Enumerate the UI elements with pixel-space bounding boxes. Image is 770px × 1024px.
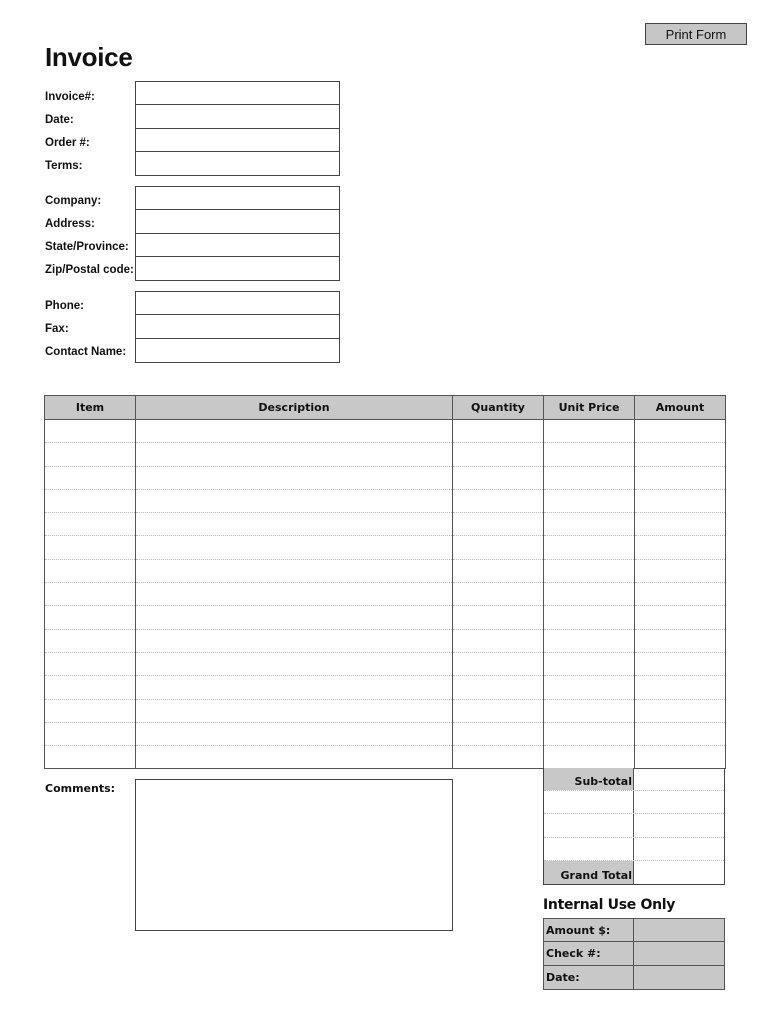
quantity-cell[interactable] xyxy=(453,699,544,722)
terms-label: Terms: xyxy=(45,160,83,172)
totals-row-field[interactable] xyxy=(634,791,724,813)
unit-price-cell[interactable] xyxy=(544,606,635,629)
totals-row-label xyxy=(544,838,634,860)
item-cell[interactable] xyxy=(45,420,136,443)
unit-price-cell[interactable] xyxy=(544,536,635,559)
quantity-cell[interactable] xyxy=(453,466,544,489)
item-column-header: Item xyxy=(45,396,136,420)
table-row xyxy=(45,676,726,699)
amount-cell[interactable] xyxy=(635,606,726,629)
unit-price-cell[interactable] xyxy=(544,746,635,769)
fax-field[interactable] xyxy=(136,315,339,338)
totals-row-label xyxy=(544,791,634,813)
table-row xyxy=(45,559,726,582)
unit-price-column-header: Unit Price xyxy=(544,396,635,420)
table-row xyxy=(45,606,726,629)
item-cell[interactable] xyxy=(45,536,136,559)
invoice-info-fields xyxy=(135,81,340,176)
invoice-number-label: Invoice#: xyxy=(45,91,95,103)
subtotal-label: Sub-total xyxy=(544,768,634,790)
description-cell[interactable] xyxy=(136,536,453,559)
table-row xyxy=(45,443,726,466)
description-cell[interactable] xyxy=(136,489,453,512)
terms-field[interactable] xyxy=(136,152,339,175)
address-label: Address: xyxy=(45,218,95,230)
internal-date-row xyxy=(544,966,724,989)
amount-cell[interactable] xyxy=(635,699,726,722)
amount-cell[interactable] xyxy=(635,559,726,582)
items-table-header xyxy=(45,396,726,420)
description-cell[interactable] xyxy=(136,583,453,606)
order-number-field[interactable] xyxy=(136,129,339,152)
totals-row-label xyxy=(544,814,634,836)
table-row xyxy=(45,722,726,745)
description-cell[interactable] xyxy=(136,466,453,489)
item-cell[interactable] xyxy=(45,489,136,512)
totals-panel xyxy=(543,768,725,885)
amount-cell[interactable] xyxy=(635,722,726,745)
phone-label: Phone: xyxy=(45,300,84,312)
internal-check-field[interactable] xyxy=(634,942,724,964)
table-row xyxy=(45,746,726,769)
grand-total-label: Grand Total xyxy=(544,861,634,884)
internal-check-row xyxy=(544,942,724,965)
table-row xyxy=(45,420,726,443)
table-row xyxy=(45,699,726,722)
quantity-cell[interactable] xyxy=(453,606,544,629)
internal-amount-row xyxy=(544,919,724,942)
unit-price-cell[interactable] xyxy=(544,559,635,582)
description-cell[interactable] xyxy=(136,652,453,675)
unit-price-cell[interactable] xyxy=(544,513,635,536)
quantity-column-header: Quantity xyxy=(453,396,544,420)
table-row xyxy=(45,489,726,512)
item-cell[interactable] xyxy=(45,606,136,629)
totals-row xyxy=(544,838,724,861)
comments-label: Comments: xyxy=(45,782,116,795)
grand-total-field[interactable] xyxy=(634,861,724,884)
address-fields xyxy=(135,186,340,281)
table-row xyxy=(45,513,726,536)
description-cell[interactable] xyxy=(136,746,453,769)
contact-name-label: Contact Name: xyxy=(45,346,127,358)
subtotal-row xyxy=(544,768,724,791)
unit-price-cell[interactable] xyxy=(544,466,635,489)
quantity-cell[interactable] xyxy=(453,583,544,606)
table-row xyxy=(45,583,726,606)
table-row xyxy=(45,536,726,559)
invoice-number-field[interactable] xyxy=(136,82,339,105)
amount-cell[interactable] xyxy=(635,583,726,606)
company-label: Company: xyxy=(45,195,102,207)
amount-cell[interactable] xyxy=(635,629,726,652)
unit-price-cell[interactable] xyxy=(544,420,635,443)
quantity-cell[interactable] xyxy=(453,746,544,769)
item-cell[interactable] xyxy=(45,583,136,606)
comments-field[interactable] xyxy=(135,779,453,931)
quantity-cell[interactable] xyxy=(453,629,544,652)
totals-row xyxy=(544,814,724,837)
item-cell[interactable] xyxy=(45,629,136,652)
unit-price-cell[interactable] xyxy=(544,489,635,512)
amount-cell[interactable] xyxy=(635,489,726,512)
unit-price-cell[interactable] xyxy=(544,443,635,466)
description-cell[interactable] xyxy=(136,420,453,443)
description-cell[interactable] xyxy=(136,606,453,629)
description-cell[interactable] xyxy=(136,629,453,652)
contact-fields xyxy=(135,291,340,363)
zip-postal-code-label: Zip/Postal code: xyxy=(45,264,134,276)
amount-cell[interactable] xyxy=(635,536,726,559)
unit-price-cell[interactable] xyxy=(544,652,635,675)
item-cell[interactable] xyxy=(45,746,136,769)
internal-use-title: Internal Use Only xyxy=(543,897,676,913)
description-cell[interactable] xyxy=(136,443,453,466)
date-field[interactable] xyxy=(136,105,339,128)
amount-column-header: Amount xyxy=(635,396,726,420)
unit-price-cell[interactable] xyxy=(544,699,635,722)
contact-name-field[interactable] xyxy=(136,339,339,362)
table-row xyxy=(45,466,726,489)
totals-row-field[interactable] xyxy=(634,838,724,860)
description-cell[interactable] xyxy=(136,559,453,582)
item-cell[interactable] xyxy=(45,652,136,675)
totals-row-field[interactable] xyxy=(634,814,724,836)
internal-amount-label: Amount $: xyxy=(544,919,634,941)
item-cell[interactable] xyxy=(45,513,136,536)
internal-use-panel xyxy=(543,918,725,990)
description-cell[interactable] xyxy=(136,722,453,745)
grand-total-row xyxy=(544,861,724,884)
amount-cell[interactable] xyxy=(635,443,726,466)
item-cell[interactable] xyxy=(45,559,136,582)
amount-cell[interactable] xyxy=(635,420,726,443)
phone-field[interactable] xyxy=(136,292,339,315)
fax-label: Fax: xyxy=(45,323,69,335)
amount-cell[interactable] xyxy=(635,652,726,675)
table-row xyxy=(45,629,726,652)
amount-cell[interactable] xyxy=(635,676,726,699)
item-cell[interactable] xyxy=(45,466,136,489)
state-province-field[interactable] xyxy=(136,234,339,257)
quantity-cell[interactable] xyxy=(453,443,544,466)
item-cell[interactable] xyxy=(45,722,136,745)
internal-amount-field[interactable] xyxy=(634,919,724,941)
internal-date-field[interactable] xyxy=(634,966,724,989)
date-label: Date: xyxy=(45,114,74,126)
print-form-button[interactable]: Print Form xyxy=(645,23,747,45)
quantity-cell[interactable] xyxy=(453,559,544,582)
internal-date-label: Date: xyxy=(544,966,634,989)
amount-cell[interactable] xyxy=(635,513,726,536)
unit-price-cell[interactable] xyxy=(544,676,635,699)
order-number-label: Order #: xyxy=(45,137,90,149)
table-row xyxy=(45,652,726,675)
item-cell[interactable] xyxy=(45,443,136,466)
quantity-cell[interactable] xyxy=(453,676,544,699)
description-cell[interactable] xyxy=(136,513,453,536)
quantity-cell[interactable] xyxy=(453,652,544,675)
totals-row xyxy=(544,791,724,814)
items-table xyxy=(44,395,726,769)
quantity-cell[interactable] xyxy=(453,513,544,536)
unit-price-cell[interactable] xyxy=(544,583,635,606)
quantity-cell[interactable] xyxy=(453,722,544,745)
item-cell[interactable] xyxy=(45,699,136,722)
quantity-cell[interactable] xyxy=(453,420,544,443)
address-field[interactable] xyxy=(136,210,339,233)
internal-check-label: Check #: xyxy=(544,942,634,964)
unit-price-cell[interactable] xyxy=(544,629,635,652)
unit-price-cell[interactable] xyxy=(544,722,635,745)
subtotal-field[interactable] xyxy=(634,768,724,790)
description-column-header: Description xyxy=(136,396,453,420)
description-cell[interactable] xyxy=(136,676,453,699)
amount-cell[interactable] xyxy=(635,466,726,489)
amount-cell[interactable] xyxy=(635,746,726,769)
page-title: Invoice xyxy=(45,42,133,72)
state-province-label: State/Province: xyxy=(45,241,129,253)
zip-postal-code-field[interactable] xyxy=(136,257,339,280)
item-cell[interactable] xyxy=(45,676,136,699)
quantity-cell[interactable] xyxy=(453,489,544,512)
description-cell[interactable] xyxy=(136,699,453,722)
quantity-cell[interactable] xyxy=(453,536,544,559)
company-field[interactable] xyxy=(136,187,339,210)
